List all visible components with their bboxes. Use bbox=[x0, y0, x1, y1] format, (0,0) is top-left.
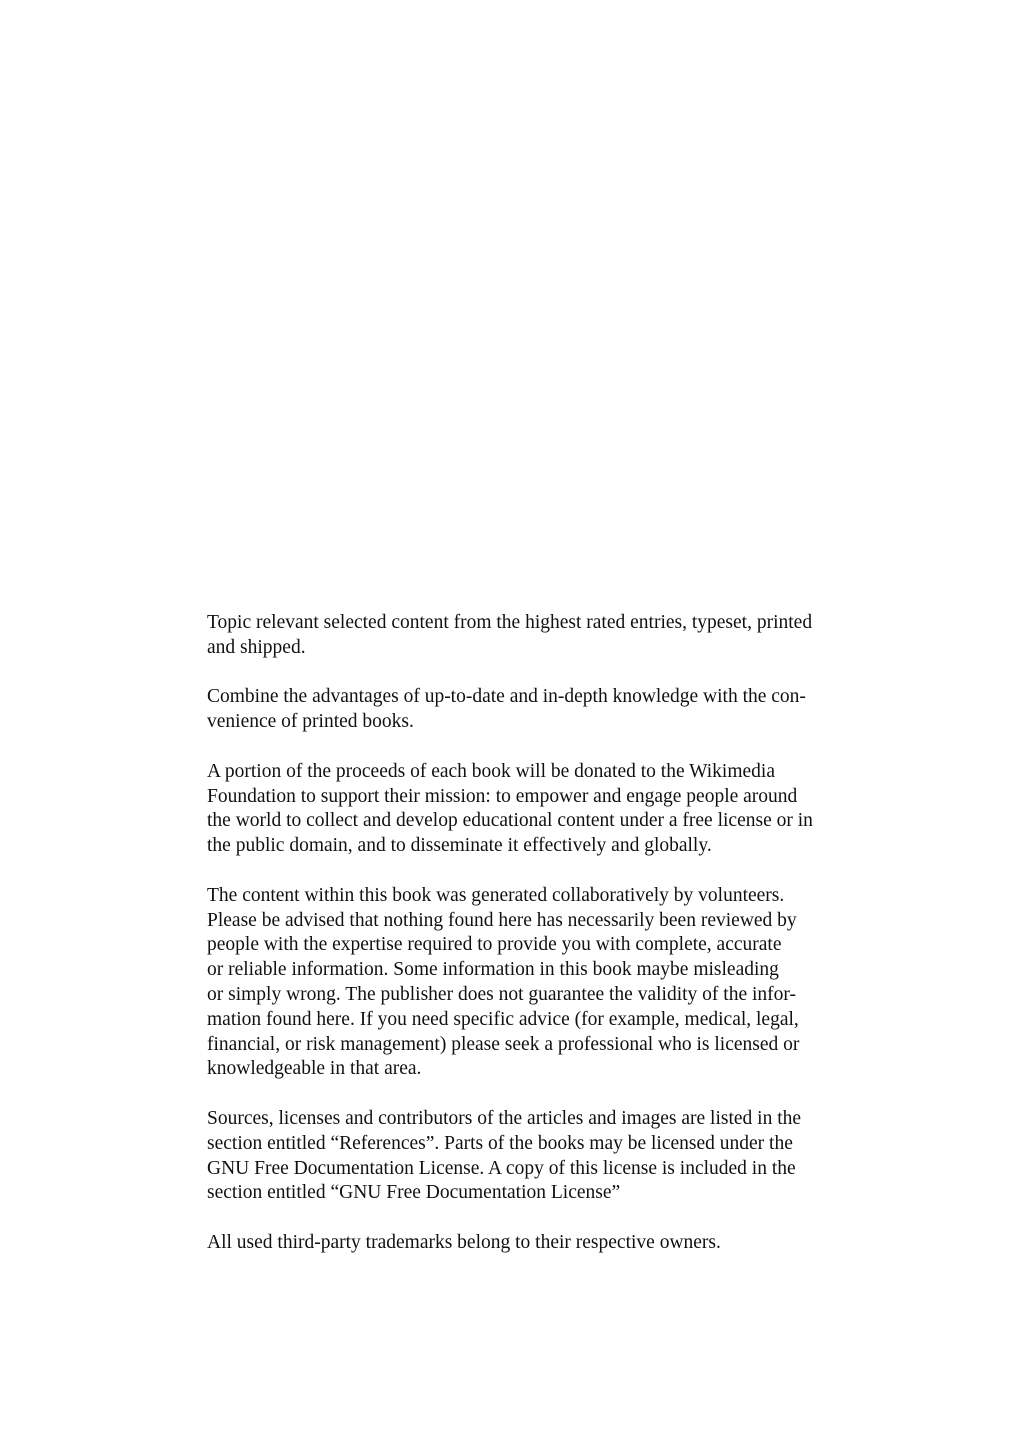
paragraph-content-description bbox=[207, 611, 857, 661]
text-line: financial, or risk management) please seek a professional who is licensed or bbox=[207, 1033, 800, 1055]
paragraph-donation bbox=[207, 760, 857, 859]
text-line: the public domain, and to disseminate it effectively and globally. bbox=[207, 835, 712, 857]
text-line: Combine the advantages of up-to-date and in-depth knowledge with the con- bbox=[207, 686, 806, 708]
text-line: All used third-party trademarks belong to their respective owners. bbox=[207, 1231, 721, 1253]
text-line: the world to collect and develop educational content under a free license or in bbox=[207, 810, 813, 832]
text-line: Topic relevant selected content from the highest rated entries, typeset, printed bbox=[207, 612, 813, 633]
text-line: A portion of the proceeds of each book will be donated to the Wikimedia bbox=[207, 760, 775, 782]
imprint-text bbox=[207, 611, 857, 1281]
text-line: section entitled “References”. Parts of the books may be licensed under the bbox=[207, 1132, 793, 1154]
paragraph-sources-licenses bbox=[207, 1107, 857, 1206]
text-line: The content within this book was generated collaboratively by volunteers. bbox=[207, 884, 785, 906]
text-line: GNU Free Documentation License. A copy of this license is included in the bbox=[207, 1157, 796, 1179]
text-line: or simply wrong. The publisher does not guarantee the validity of the infor- bbox=[207, 983, 796, 1005]
paragraph-advantages bbox=[207, 685, 857, 735]
text-line: Foundation to support their mission: to empower and engage people around bbox=[207, 785, 798, 807]
text-line: and shipped. bbox=[207, 636, 306, 658]
text-line: or reliable information. Some information in this book maybe misleading bbox=[207, 959, 779, 981]
text-line: Please be advised that nothing found here has necessarily been reviewed by bbox=[207, 909, 797, 931]
text-line: section entitled “GNU Free Documentation License” bbox=[207, 1182, 621, 1204]
text-line: mation found here. If you need specific advice (for example, medical, legal, bbox=[207, 1008, 799, 1030]
text-line: venience of printed books. bbox=[207, 711, 414, 733]
text-line: Sources, licenses and contributors of the articles and images are listed in the bbox=[207, 1107, 802, 1129]
paragraph-disclaimer bbox=[207, 884, 857, 1082]
paragraph-trademarks bbox=[207, 1231, 857, 1256]
text-line: people with the expertise required to provide you with complete, accurate bbox=[207, 934, 782, 956]
text-line: knowledgeable in that area. bbox=[207, 1058, 422, 1080]
